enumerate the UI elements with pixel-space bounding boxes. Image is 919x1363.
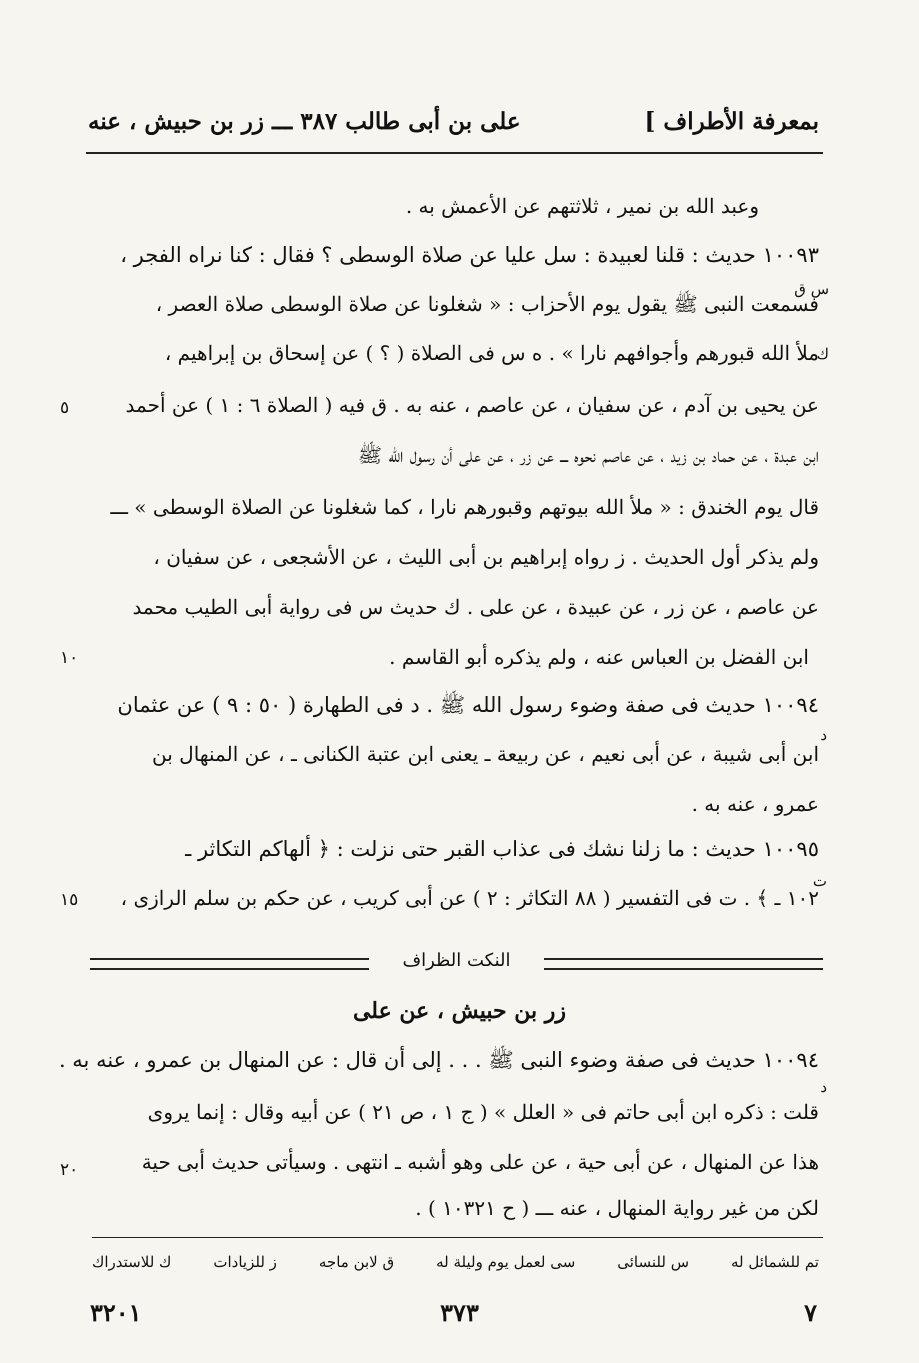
- sigla-legend: [92, 1253, 819, 1271]
- text-line: ملأ الله قبورهم وأجوافهم نارا » . ه س فى الصلاة ( ؟ ) عن إسحاق بن إبراهيم ،: [164, 341, 819, 365]
- section-subheading: زر بن حبيش ، عن على: [352, 998, 567, 1024]
- nukat-hadith-line: ١٠٠٩٤ حديث فى صفة وضوء النبى ﷺ . . . إلى أن قال : عن المنهال بن عمرو ، عنه به .: [58, 1048, 819, 1072]
- nukat-text-line: هذا عن المنهال ، عن أبى حية ، عن على وهو أشبه ـ انتهى . وسيأتى حديث أبى حية: [141, 1150, 819, 1174]
- legend-item: ز للزيادات: [213, 1253, 277, 1271]
- margin-siglum: ت: [812, 872, 827, 890]
- page-number-right: ٧: [804, 1298, 817, 1327]
- margin-siglum: د: [820, 726, 827, 744]
- hadith-10094-line: ١٠٠٩٤ حديث فى صفة وضوء رسول الله ﷺ . د فى الطهارة ( ٥٠ : ٩ ) عن عثمان: [117, 693, 819, 717]
- legend-item: ق لابن ماجه: [318, 1253, 395, 1271]
- hadith-10093-line: ١٠٠٩٣ حديث : قلنا لعبيدة : سل عليا عن صلاة الوسطى ؟ فقال : كنا نراه الفجر ،: [120, 243, 819, 267]
- line-number: ١٥: [60, 890, 79, 910]
- divider-label: النكت الظراف: [402, 950, 511, 971]
- hadith-10095-line: ١٠٠٩٥ حديث : ما زلنا نشك فى عذاب القبر حتى نزلت : ﴿ ألهاكم التكاثر ـ: [185, 837, 819, 861]
- legend-item: تم للشمائل له: [730, 1253, 819, 1271]
- legend-item: سى لعمل يوم وليلة له: [436, 1253, 576, 1271]
- text-line: عمرو ، عنه به .: [691, 792, 819, 816]
- line-number: ٥: [60, 398, 70, 418]
- page-number-center: ٣٧٣: [440, 1298, 479, 1327]
- text-line: ولم يذكر أول الحديث . ز رواه إبراهيم بن أبى الليث ، عن الأشجعى ، عن سفيان ،: [153, 545, 819, 569]
- divider-line-right: [544, 958, 823, 970]
- text-line: عن يحيى بن آدم ، عن سفيان ، عن عاصم ، عنه به . ق فيه ( الصلاة ٦ : ١ ) عن أحمد: [125, 393, 819, 417]
- text-line: فسمعت النبى ﷺ يقول يوم الأحزاب : « شغلونا عن صلاة الوسطى صلاة العصر ،: [155, 292, 819, 316]
- legend-item: س للنسائى: [617, 1253, 690, 1271]
- line-number: ٢٠: [60, 1160, 79, 1180]
- header-rule: [86, 152, 823, 154]
- section-divider: [90, 950, 823, 980]
- running-header-book: بمعرفة الأطراف ]: [644, 108, 819, 135]
- text-line: عن عاصم ، عن زر ، عن عبيدة ، عن على . ك حديث س فى رواية أبى الطيب محمد: [132, 595, 819, 619]
- nukat-text-line: لكن من غير رواية المنهال ، عنه ـــ ( ح ١٠٣٢١ ) .: [415, 1196, 819, 1220]
- text-line: ابن عبدة ، عن حماد بن زيد ، عن عاصم نحوه ـــ عن زر ، عن على أن رسول الله ﷺ: [357, 443, 819, 467]
- legend-item: ك للاستدراك: [92, 1253, 172, 1271]
- running-header-chapter: على بن أبى طالب ٣٨٧ ـــ زر بن حبيش ، عنه: [88, 108, 521, 135]
- text-line: ابن الفضل بن العباس عنه ، ولم يذكره أبو القاسم .: [389, 645, 809, 669]
- text-line: ١٠٢ ـ ﴾ . ت فى التفسير ( ٨٨ التكاثر : ٢ ) عن أبى كريب ، عن حكم بن سلم الرازى ،: [120, 886, 819, 910]
- margin-siglum: س ق: [794, 280, 829, 298]
- text-line: وعبد الله بن نمير ، ثلاثتهم عن الأعمش به .: [405, 194, 759, 218]
- nukat-text-line: قلت : ذكره ابن أبى حاتم فى « العلل » ( ج ١ ، ص ٢١ ) عن أبيه وقال : إنما يروى: [147, 1100, 819, 1124]
- margin-siglum: د: [820, 1078, 827, 1096]
- margin-siglum: ك: [816, 345, 829, 363]
- text-line: قال يوم الخندق : « ملأ الله بيوتهم وقبورهم نارا ، كما شغلونا عن الصلاة الوسطى » ـــ: [110, 495, 819, 519]
- line-number: ١٠: [60, 648, 79, 668]
- page-number-left: ٣٢٠١: [90, 1298, 142, 1327]
- divider-line-left: [90, 958, 369, 970]
- text-line: ابن أبى شيبة ، عن أبى نعيم ، عن ربيعة ـ يعنى ابن عتبة الكنانى ـ ، عن المنهال بن: [152, 742, 819, 766]
- footnote-rule: [92, 1237, 823, 1238]
